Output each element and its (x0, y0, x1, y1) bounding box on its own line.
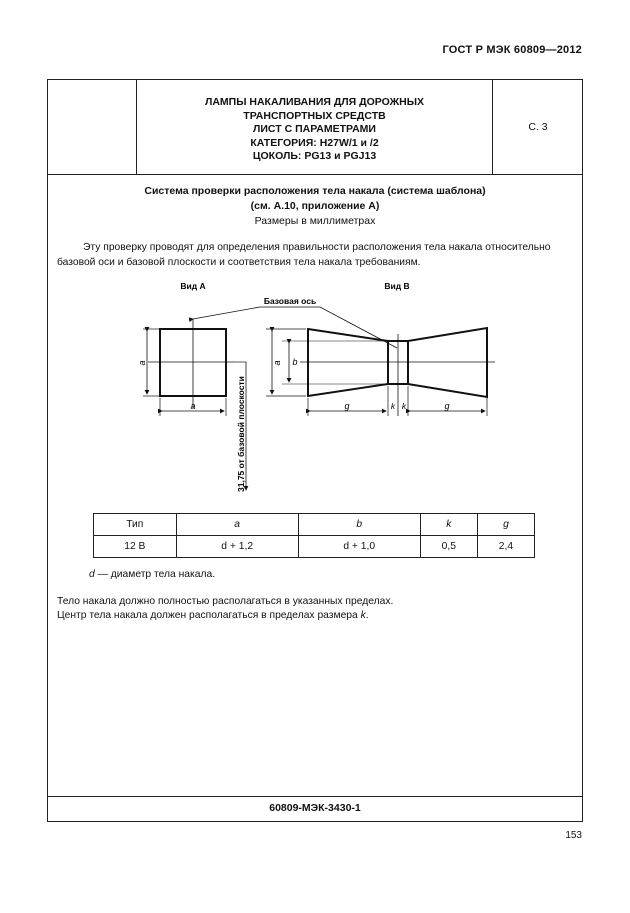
table-cell: 0,5 (420, 536, 477, 558)
parameters-table (93, 513, 535, 558)
table-header-cell: b (298, 514, 420, 536)
header-title (137, 96, 492, 164)
table-header-cell: k (420, 514, 477, 536)
table-cell: d + 1,0 (298, 536, 420, 558)
section-subtitle: Размеры в миллиметрах (254, 215, 376, 227)
table-cell: 12 В (94, 536, 177, 558)
reference-axis-leader (193, 307, 397, 348)
note-line-1: Тело накала должно полностью располагаться в указанных пределах. (57, 596, 394, 607)
header-line-3: ЛИСТ С ПАРАМЕТРАМИ (253, 123, 376, 135)
d-definition-text: — диаметр тела накала. (94, 569, 216, 580)
table-header-row (94, 514, 535, 536)
note-line-2-end: . (365, 610, 369, 621)
dim-b-inner-label: b (292, 357, 298, 367)
table-header-cell: g (477, 514, 534, 536)
note-line-2-text: Центр тела накала должен располагаться в пределах размера (57, 610, 361, 621)
header-line-2: ТРАНСПОРТНЫХ СРЕДСТВ (243, 109, 386, 122)
table-cell: 2,4 (477, 536, 534, 558)
view-a-label: Вид A (180, 281, 206, 291)
intro-paragraph: Эту проверку проводят для определения правильности расположения тела накала относительно базовой оси и базовой плоскости и соответствия тела накала требованиям. (57, 242, 551, 268)
reference-axis-label: Базовая ось (263, 296, 317, 306)
page-number: 153 (565, 830, 582, 841)
plane-note: 31,75 от базовой плоскости (236, 376, 246, 492)
d-symbol: d (89, 569, 95, 580)
header-line-5: ЦОКОЛЬ: PG13 и PGJ13 (252, 150, 377, 162)
view-b-label: Вид B (384, 281, 410, 291)
table-row (94, 536, 535, 558)
dim-g-left-label: g (344, 401, 350, 411)
section-title-1: Система проверки расположения тела накала (система шаблона) (144, 185, 486, 197)
footer-divider (47, 796, 583, 797)
dim-a-left-label: a (137, 360, 147, 366)
filament-gauge-drawing (0, 270, 630, 500)
header-divider (47, 174, 583, 175)
dim-k-right-label: k (401, 401, 407, 411)
sheet-number: С. 3 (528, 121, 548, 133)
table-header-cell: Тип (94, 514, 177, 536)
footer-code: 60809-МЭК-3430-1 (269, 802, 361, 814)
dim-a-bottom-label: a (190, 401, 196, 411)
section-title-2: (см. A.10, приложение A) (250, 200, 380, 212)
view-b-outline (308, 328, 487, 397)
header-line-1: ЛАМПЫ НАКАЛИВАНИЯ ДЛЯ ДОРОЖНЫХ (204, 96, 425, 108)
header-line-4: КАТЕГОРИЯ: H27W/1 и /2 (250, 136, 379, 149)
standard-number: ГОСТ Р МЭК 60809—2012 (442, 44, 582, 56)
table-header-cell: a (176, 514, 298, 536)
table-cell: d + 1,2 (176, 536, 298, 558)
dim-b-outer-label: a (272, 360, 282, 366)
dim-g-right-label: g (444, 401, 450, 411)
dim-k-left-label: k (390, 401, 396, 411)
note-line-2-k: k (360, 610, 366, 621)
note-line-2 (57, 609, 369, 623)
d-definition (89, 568, 215, 582)
